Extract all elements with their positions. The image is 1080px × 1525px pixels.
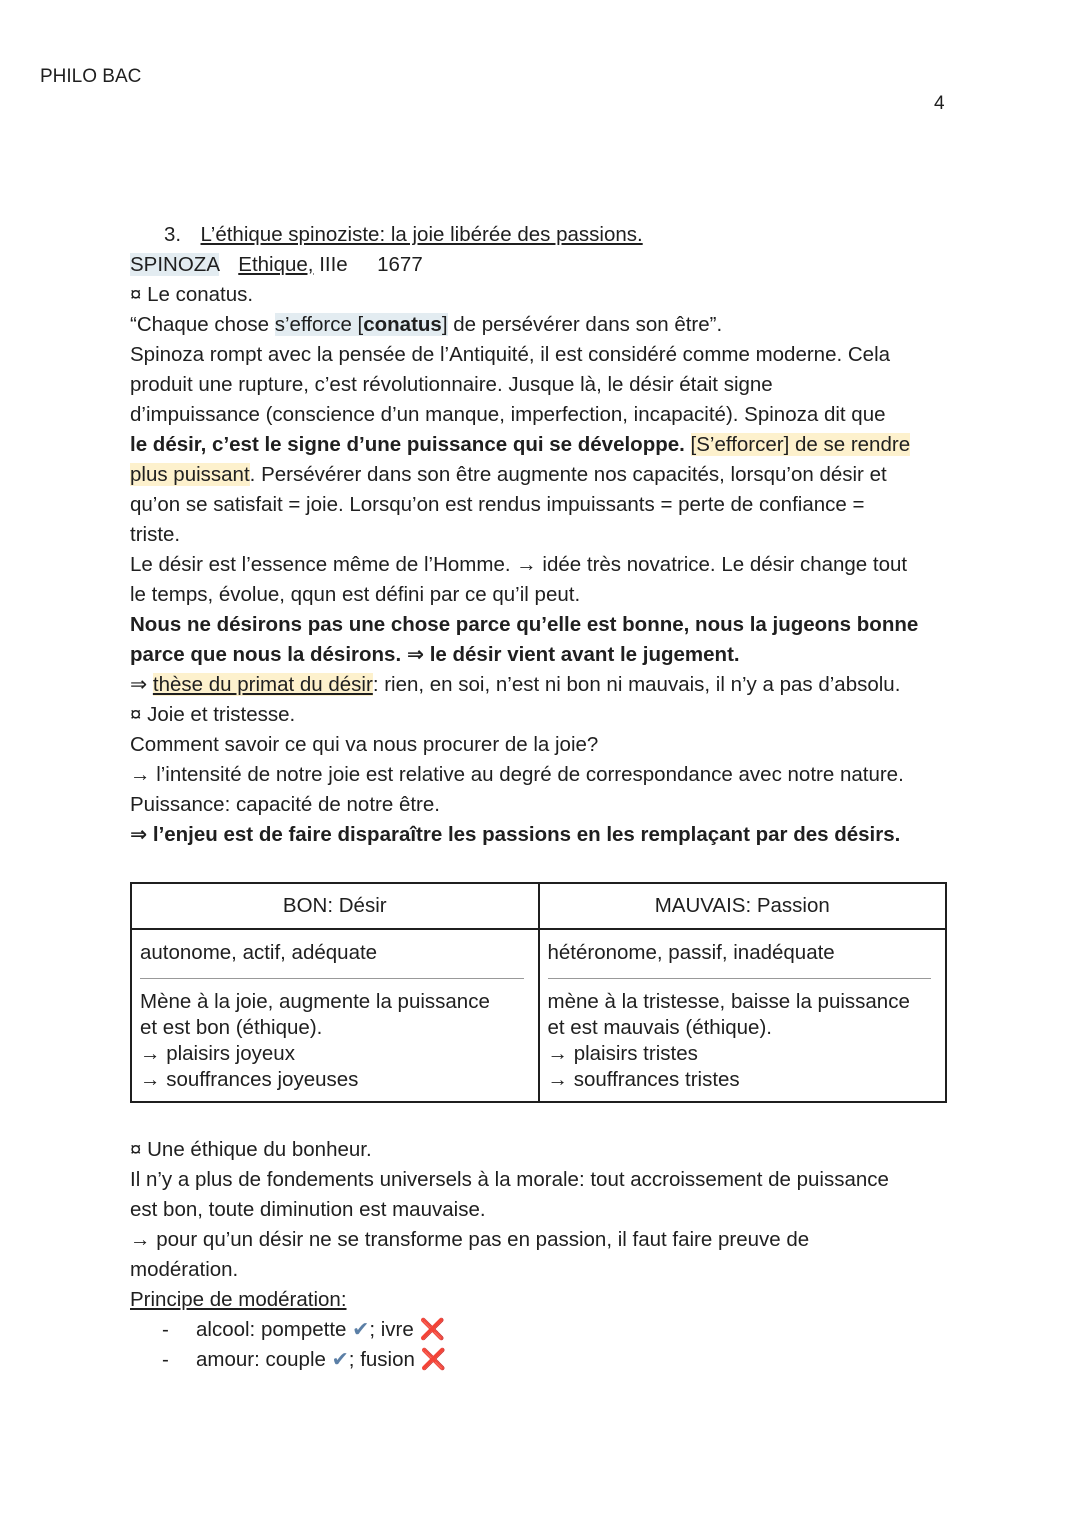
page-content bbox=[130, 220, 960, 1375]
reference-line bbox=[130, 250, 960, 280]
check-icon: ✔ bbox=[352, 1318, 370, 1341]
paragraph-line: Comment savoir ce qui va nous procurer de la joie? bbox=[130, 733, 599, 756]
key-statement: le désir, c’est le signe d’une puissance qui se développe. bbox=[130, 433, 685, 456]
list-item: - amour: couple ✔; fusion ❌ bbox=[162, 1345, 960, 1375]
paragraph-line: le temps, évolue, qqun est défini par ce qu’il peut. bbox=[130, 583, 581, 606]
paragraph-line: → pour qu’un désir ne se transforme pas en passion, il faut faire preuve de bbox=[130, 1228, 810, 1251]
work-title: Ethique, bbox=[238, 253, 314, 276]
paragraph-line: produit une rupture, c’est révolutionnaire. Jusque là, le désir était signe bbox=[130, 373, 773, 396]
key-statement: parce que nous la désirons. ⇒ le désir vient avant le jugement. bbox=[130, 643, 740, 666]
document-header: PHILO BAC bbox=[40, 66, 142, 87]
conclusion-line: ⇒ l’enjeu est de faire disparaître les passions en les remplaçant par des désirs. bbox=[130, 823, 901, 846]
paragraph-line: Il n’y a plus de fondements universels à la morale: tout accroissement de puissance bbox=[130, 1168, 889, 1191]
author-name: SPINOZA bbox=[130, 253, 219, 276]
paragraph-line: → l’intensité de notre joie est relative au degré de correspondance avec notre nature. bbox=[130, 763, 904, 786]
section-number: 3. bbox=[164, 223, 182, 246]
paragraph-line: modération. bbox=[130, 1258, 239, 1281]
table-cell-good: autonome, actif, adéquate Mène à la joie, augmente la puissance et est bon (éthique). → plaisirs joyeux → souffrances joyeuses bbox=[131, 929, 539, 1102]
cross-icon: ❌ bbox=[420, 1348, 447, 1371]
thesis-line: ⇒ thèse du primat du désir: rien, en soi, n’est ni bon ni mauvais, il n’y a pas d’absolu. bbox=[130, 673, 901, 696]
subheading-ethique: ¤ Une éthique du bonheur. bbox=[130, 1138, 372, 1161]
highlight-note: plus puissant bbox=[130, 463, 250, 486]
list-item: - alcool: pompette ✔; ivre ❌ bbox=[162, 1315, 960, 1345]
subheading-conatus: ¤ Le conatus. bbox=[130, 283, 254, 306]
paragraph-line: triste. bbox=[130, 523, 181, 546]
table-header: BON: Désir bbox=[131, 883, 539, 929]
table-cell-bad: hétéronome, passif, inadéquate mène à la tristesse, baisse la puissance et est mauvais (éthique). → plaisirs tristes → souffrances tristes bbox=[539, 929, 947, 1102]
key-statement: Nous ne désirons pas une chose parce qu’elle est bonne, nous la jugeons bonne bbox=[130, 613, 919, 636]
bullet-symbol: ¤ bbox=[130, 1138, 142, 1161]
page-number: 4 bbox=[934, 93, 945, 114]
section-heading bbox=[130, 220, 960, 250]
paragraph-line: plus puissant. Persévérer dans son être augmente nos capacités, lorsqu’on désir et bbox=[130, 463, 887, 486]
paragraph-line: Spinoza rompt avec la pensée de l’Antiquité, il est considéré comme moderne. Cela bbox=[130, 343, 891, 366]
bullet-symbol: ¤ bbox=[130, 703, 142, 726]
subheading-joie: ¤ Joie et tristesse. bbox=[130, 703, 296, 726]
work-year: 1677 bbox=[377, 253, 423, 276]
highlight-note: [S’efforcer] de se rendre bbox=[690, 433, 911, 456]
principle-title: Principe de modération: bbox=[130, 1288, 347, 1311]
check-icon: ✔ bbox=[331, 1348, 349, 1371]
paragraph-line: qu’on se satisfait = joie. Lorsqu’on est rendus impuissants = perte de confiance = bbox=[130, 493, 865, 516]
comparison-table bbox=[130, 882, 947, 1103]
paragraph-line: Le désir est l’essence même de l’Homme. → idée très novatrice. Le désir change tout bbox=[130, 553, 908, 576]
work-part: IIIe bbox=[319, 253, 348, 276]
bullet-symbol: ¤ bbox=[130, 283, 142, 306]
table-header: MAUVAIS: Passion bbox=[539, 883, 947, 929]
section-title: L’éthique spinoziste: la joie libérée des passions. bbox=[200, 223, 643, 246]
paragraph-line bbox=[130, 430, 960, 460]
conatus-quote: “Chaque chose s’efforce [conatus] de persévérer dans son être”. bbox=[130, 313, 723, 336]
paragraph-line: est bon, toute diminution est mauvaise. bbox=[130, 1198, 486, 1221]
paragraph-line: Puissance: capacité de notre être. bbox=[130, 793, 440, 816]
thesis-term: thèse du primat du désir bbox=[152, 673, 373, 696]
paragraph-line: d’impuissance (conscience d’un manque, imperfection, incapacité). Spinoza dit que bbox=[130, 403, 886, 426]
moderation-list bbox=[130, 1315, 960, 1375]
cross-icon: ❌ bbox=[419, 1318, 445, 1341]
